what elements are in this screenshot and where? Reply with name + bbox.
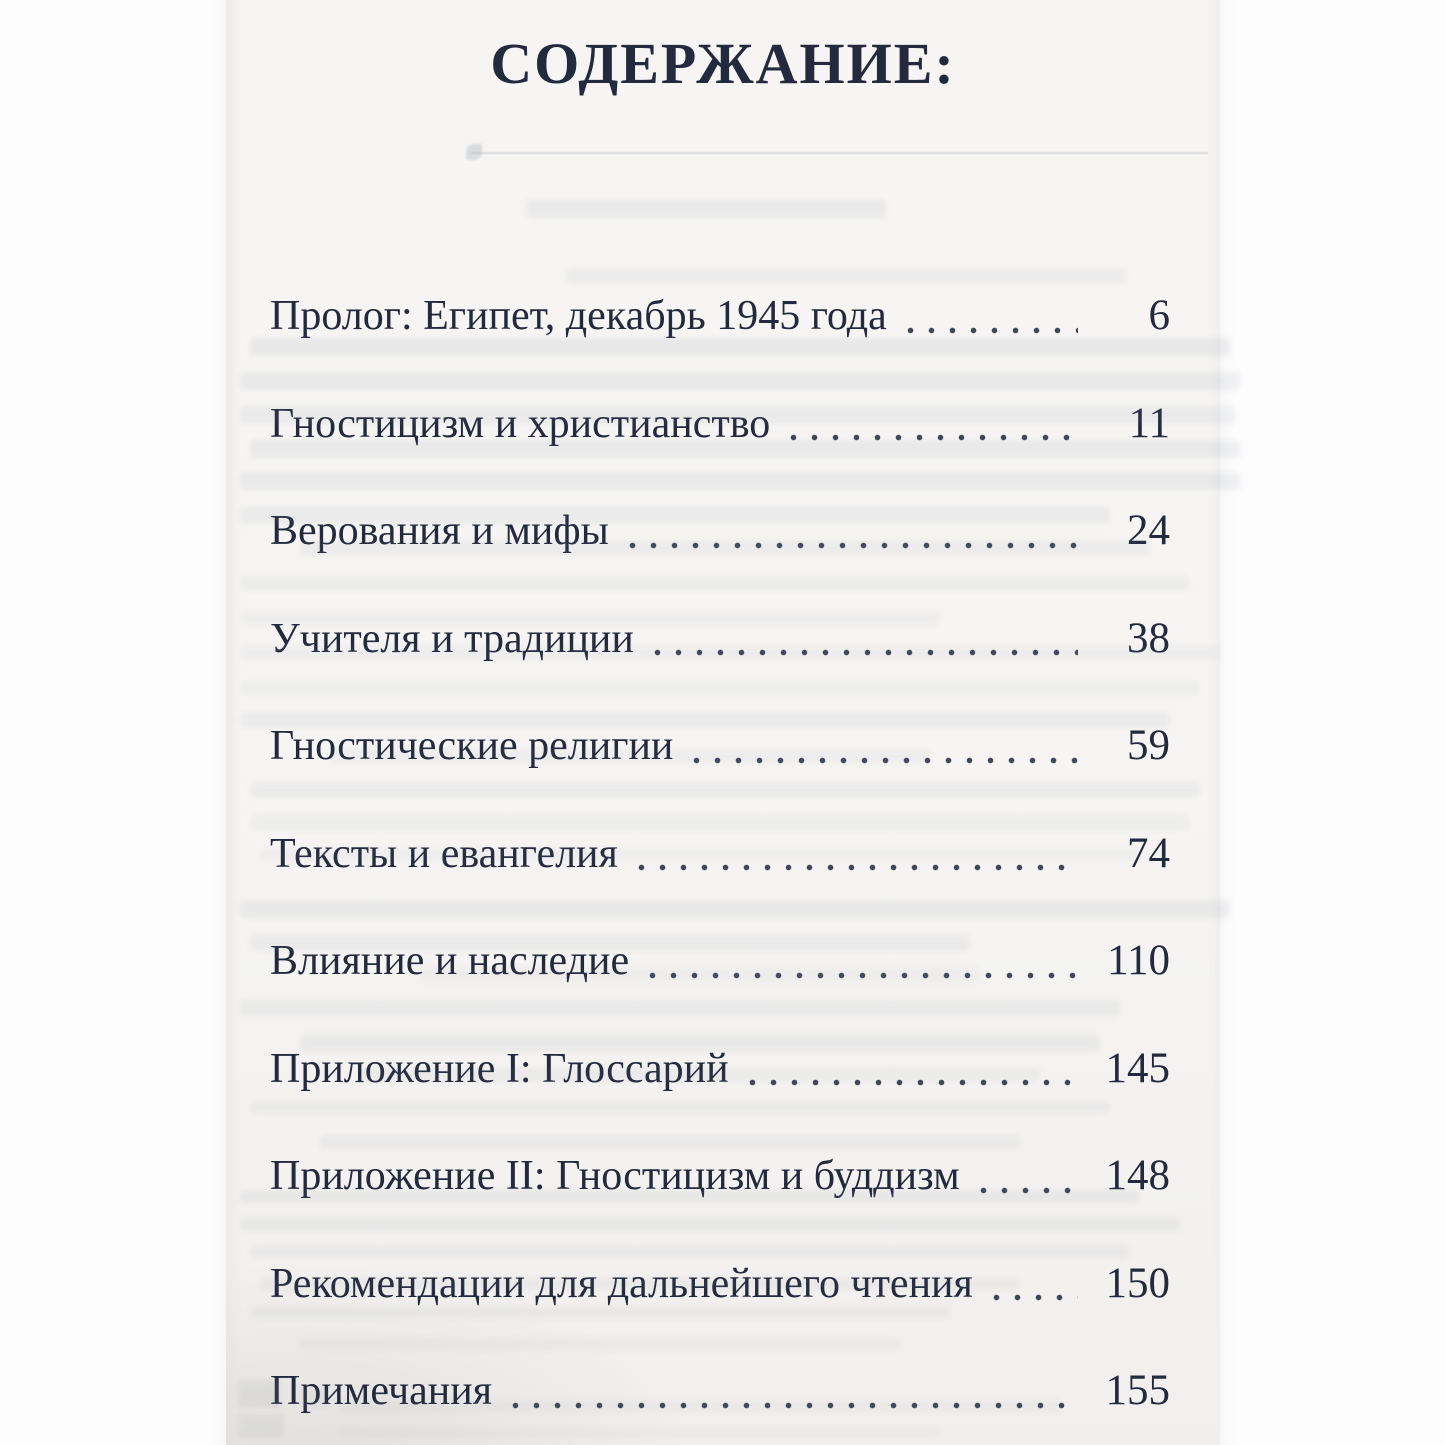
dot-leader (790, 434, 1078, 442)
dot-leader (749, 1079, 1078, 1087)
toc-entry-label: Влияние и наследие (270, 938, 630, 984)
page-title: СОДЕРЖАНИЕ: (490, 31, 956, 96)
ornament-divider (472, 152, 1208, 154)
toc-entry (270, 477, 1170, 585)
toc-entry-page-number: 148 (1105, 1152, 1170, 1199)
toc-entry-label: Пролог: Египет, декабрь 1945 года (270, 293, 887, 339)
toc-entry-page-number: 6 (1148, 292, 1170, 339)
toc-entry-label: Тексты и евангелия (270, 830, 618, 877)
dot-leader (649, 972, 1078, 980)
toc-entry-label: Приложение II: Гностицизм и буддизм (270, 1153, 960, 1199)
toc-entry-page-number: 11 (1128, 399, 1170, 447)
toc-entry (270, 262, 1170, 370)
toc-entry (270, 1015, 1170, 1123)
bleed-through-line (526, 200, 886, 218)
toc-entry (270, 692, 1170, 800)
toc-entry-page-number: 74 (1127, 829, 1170, 877)
toc-entry-label: Примечания (270, 1368, 493, 1414)
toc-entry-page-number: 38 (1127, 614, 1170, 662)
dot-leader (629, 542, 1078, 550)
toc-entry-page-number: 155 (1105, 1367, 1170, 1414)
dot-leader (638, 864, 1078, 872)
toc-entry-page-number: 59 (1127, 722, 1170, 769)
dot-leader (654, 649, 1078, 657)
toc-entry (270, 370, 1170, 478)
toc-entry (270, 1230, 1170, 1338)
dot-leader (693, 757, 1078, 765)
toc-entry-label: Приложение I: Глоссарий (270, 1045, 729, 1092)
toc-entry-page-number: 150 (1105, 1259, 1170, 1307)
toc-entry-page-number: 145 (1105, 1044, 1170, 1092)
toc-entry (270, 1337, 1170, 1445)
toc-entry (270, 585, 1170, 693)
toc-entry (270, 907, 1170, 1015)
table-of-contents (270, 262, 1170, 1445)
toc-entry-label: Гностические религии (270, 723, 674, 769)
dot-leader (980, 1187, 1078, 1195)
toc-entry (270, 1122, 1170, 1230)
toc-entry-page-number: 110 (1107, 937, 1170, 984)
dot-leader (907, 327, 1078, 335)
toc-entry-label: Учителя и традиции (270, 615, 634, 662)
page-sheet (226, 0, 1220, 1445)
toc-entry-label: Верования и мифы (270, 508, 609, 554)
toc-entry-page-number: 24 (1127, 507, 1170, 554)
dot-leader (993, 1294, 1078, 1302)
dot-leader (512, 1402, 1078, 1410)
toc-entry-label: Гностицизм и христианство (270, 400, 771, 447)
toc-entry (270, 800, 1170, 908)
toc-entry-label: Рекомендации для дальнейшего чтения (270, 1260, 973, 1307)
